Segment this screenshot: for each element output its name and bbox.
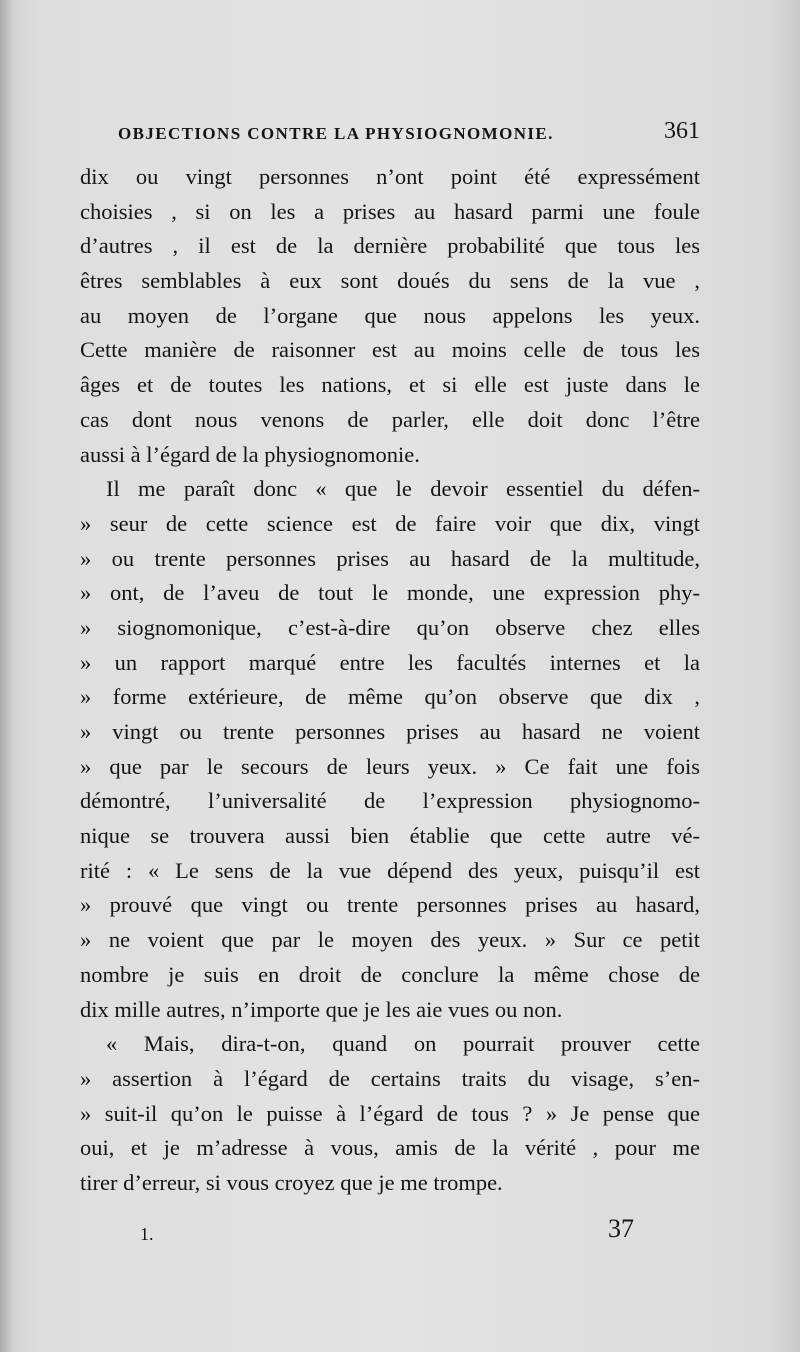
text-line: » un rapport marqué entre les facultés internes et la: [80, 649, 700, 675]
body-text: [80, 160, 700, 1201]
text-line: rité : « Le sens de la vue dépend des yeux, puisqu’il est: [80, 857, 700, 883]
text-line: nombre je suis en droit de conclure la même chose de: [80, 961, 700, 987]
text-line: » vingt ou trente personnes prises au hasard ne voient: [80, 719, 700, 744]
text-line: cas dont nous venons de parler, elle doit donc l’être: [80, 406, 700, 432]
text-line: âges et de toutes les nations, et si elle est juste dans le: [80, 372, 700, 398]
running-head: OBJECTIONS CONTRE LA PHYSIOGNOMONIE.: [118, 124, 554, 143]
text-line: tirer d’erreur, si vous croyez que je me trompe.: [80, 1169, 503, 1195]
text-line: choisies , si on les a prises au hasard parmi une foule: [80, 198, 700, 224]
text-line: Il me paraît donc « que le devoir essentiel du défen-: [106, 476, 700, 502]
page-header: [118, 118, 700, 154]
text-line: oui, et je m’adresse à vous, amis de la vérité , pour me: [80, 1135, 700, 1161]
text-line: » prouvé que vingt ou trente personnes prises au hasard,: [80, 892, 700, 918]
folio-number: 37: [608, 1214, 634, 1243]
text-line: êtres semblables à eux sont doués du sens de la vue ,: [80, 268, 700, 294]
gutter-shadow: [0, 0, 14, 1352]
text-line: au moyen de l’organe que nous appelons les yeux.: [80, 302, 700, 328]
text-line: d’autres , il est de la dernière probabilité que tous les: [80, 233, 700, 259]
text-line: démontré, l’universalité de l’expression physiognomo-: [80, 788, 700, 814]
text-line: dix mille autres, n’importe que je les aie vues ou non.: [80, 996, 563, 1022]
text-line: Cette manière de raisonner est au moins celle de tous les: [80, 337, 700, 363]
text-line: « Mais, dira-t-on, quand on pourrait prouver cette: [106, 1031, 700, 1057]
text-line: » ne voient que par le moyen des yeux. » Sur ce petit: [80, 927, 700, 953]
text-line: » forme extérieure, de même qu’on observe que dix ,: [80, 684, 700, 710]
text-line: dix ou vingt personnes n’ont point été expressément: [80, 164, 700, 189]
text-line: aussi à l’égard de la physiognomonie.: [80, 441, 420, 467]
text-line: » que par le secours de leurs yeux. » Ce fait une fois: [80, 753, 700, 779]
text-line: » ont, de l’aveu de tout le monde, une expression phy-: [80, 580, 700, 606]
text-line: » ou trente personnes prises au hasard de la multitude,: [80, 545, 700, 571]
text-line: » siognomonique, c’est-à-dire qu’on observe chez elles: [80, 614, 700, 640]
text-line: » seur de cette science est de faire voir que dix, vingt: [80, 510, 700, 536]
text-line: » assertion à l’égard de certains traits du visage, s’en-: [80, 1065, 700, 1091]
page-number: 361: [664, 118, 700, 144]
text-line: » suit-il qu’on le puisse à l’égard de tous ? » Je pense que: [80, 1100, 700, 1126]
signature-mark: 1.: [140, 1224, 154, 1244]
page-footer: [80, 1212, 700, 1252]
text-line: nique se trouvera aussi bien établie que cette autre vé-: [80, 823, 700, 849]
